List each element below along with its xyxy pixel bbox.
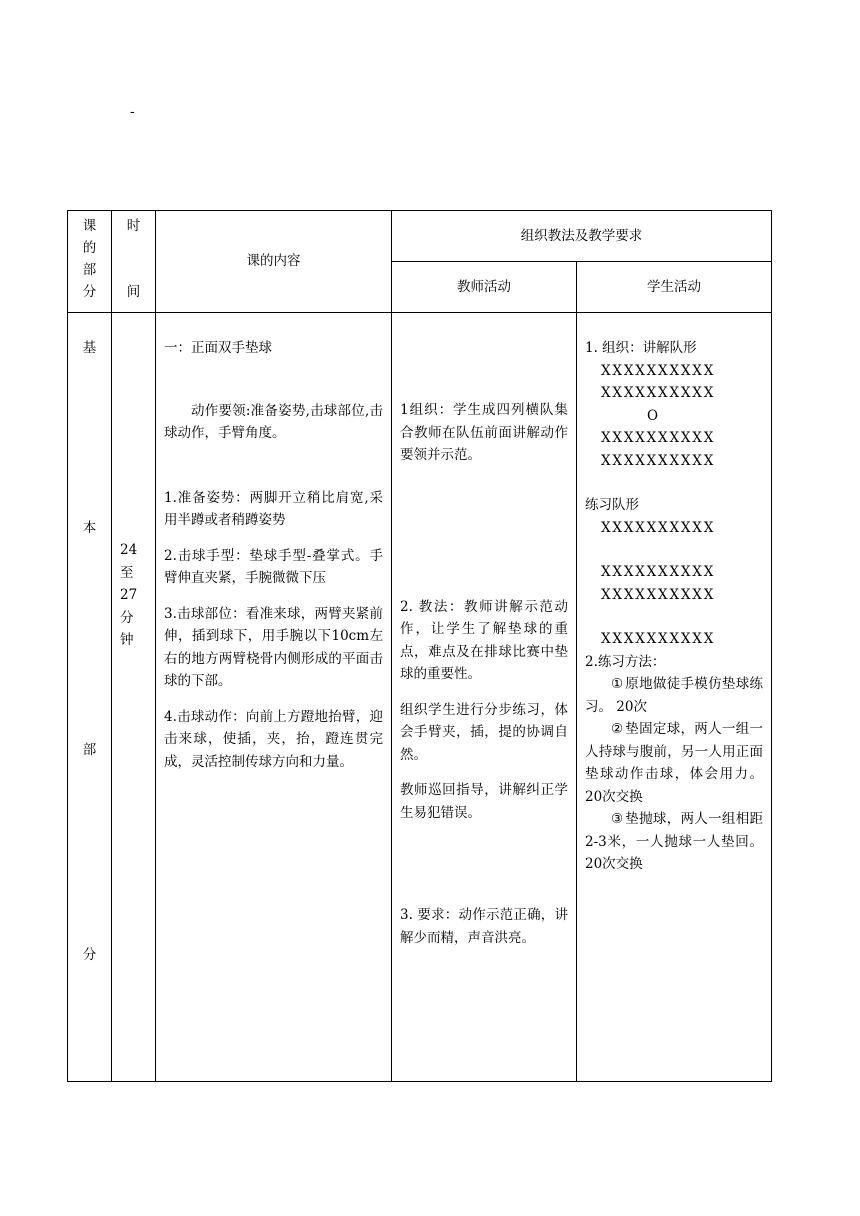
formation-row: XXXXXXXXXX bbox=[601, 631, 716, 647]
content-point-3: 3.击球部位：看准来球，两臂夹紧前伸，插到球下，用手腕以下10cm左右的地方两臂桡骨内侧形成的平面击球的下部。 bbox=[164, 605, 383, 689]
student-method-title: 2.练习方法： bbox=[585, 653, 666, 670]
formation-row: XXXXXXXXXX bbox=[601, 430, 716, 446]
header-time-top: 时 bbox=[126, 218, 141, 234]
content-title: 一：正面双手垫球 bbox=[164, 340, 272, 356]
formation-row: XXXXXXXXXX bbox=[601, 519, 716, 536]
time-char: 分 bbox=[120, 609, 134, 626]
content-point-4: 4.击球动作：向前上方蹬地抬臂，迎击来球，使插，夹，抬，蹬连贯完成，灵活控制传球方向和力量。 bbox=[164, 708, 383, 770]
formation-row: XXXXXXXXXX bbox=[601, 564, 716, 580]
header-content: 课的内容 bbox=[156, 211, 392, 313]
time-char: 钟 bbox=[120, 632, 134, 648]
content-point-1: 1.准备姿势：两脚开立稍比肩宽,采用半蹲或者稍蹲姿势 bbox=[164, 489, 383, 528]
lesson-plan-table bbox=[67, 210, 772, 1082]
method-2 bbox=[585, 718, 763, 808]
teacher-practice: 组织学生进行分步练习，体会手臂夹，插，提的协调自然。 bbox=[400, 701, 568, 763]
method-2-number: ② bbox=[610, 721, 624, 737]
header-part-char: 的 bbox=[82, 240, 97, 256]
header-time-bottom: 间 bbox=[126, 284, 141, 300]
student-column bbox=[577, 313, 772, 1082]
teacher-column bbox=[392, 313, 577, 1082]
time-char: 24 bbox=[120, 542, 138, 558]
page-mark: - bbox=[130, 104, 135, 120]
part-column bbox=[68, 313, 112, 1082]
time-char: 至 bbox=[120, 564, 134, 581]
method-1 bbox=[585, 673, 763, 718]
header-part bbox=[68, 211, 112, 313]
header-teacher: 教师活动 bbox=[392, 262, 577, 313]
header-student: 学生活动 bbox=[577, 262, 772, 313]
method-2-text: 垫固定球，两人一组一人持球与腹前，另一人用正面垫球动作击球，体会用力。 20次交换 bbox=[585, 721, 763, 805]
part-char: 本 bbox=[82, 520, 97, 536]
formation-row: XXXXXXXXXX bbox=[601, 452, 716, 469]
teacher-requirement: 3. 要求：动作示范正确，讲解少而精，声音洪亮。 bbox=[400, 907, 568, 946]
method-3-number: ③ bbox=[610, 811, 624, 827]
student-org-title: 1. 组织：讲解队形 bbox=[585, 340, 697, 356]
formation-row: XXXXXXXXXX bbox=[601, 586, 716, 603]
time-column bbox=[112, 313, 156, 1082]
time-char: 27 bbox=[120, 587, 138, 603]
method-3 bbox=[585, 808, 763, 876]
content-essentials: 动作要领:准备姿势,击球部位,击球动作，手臂角度。 bbox=[164, 402, 383, 441]
header-part-char: 分 bbox=[82, 284, 97, 300]
teacher-position-mark: O bbox=[647, 407, 660, 424]
part-char: 部 bbox=[82, 742, 97, 758]
teacher-org: 1组织：学生成四列横队集合教师在队伍前面讲解动作要领并示范。 bbox=[400, 402, 568, 463]
part-char: 分 bbox=[82, 947, 97, 963]
formation-row: XXXXXXXXXX bbox=[601, 385, 716, 401]
teacher-method: 2. 教法：教师讲解示范动作，让学生了解垫球的重点，难点及在排球比赛中垫球的重要性。 bbox=[400, 598, 568, 682]
teacher-guidance: 教师巡回指导，讲解纠正学生易犯错误。 bbox=[400, 782, 568, 821]
header-part-char: 部 bbox=[82, 262, 97, 278]
header-part-char: 课 bbox=[82, 218, 97, 234]
content-point-2: 2.击球手型：垫球手型-叠掌式。手臂伸直夹紧，手腕微微下压 bbox=[164, 547, 383, 586]
header-org: 组织教法及教学要求 bbox=[392, 211, 772, 262]
content-column bbox=[156, 313, 392, 1082]
header-time bbox=[112, 211, 156, 313]
student-practice-title: 练习队形 bbox=[585, 497, 639, 513]
method-1-number: ① bbox=[610, 676, 624, 692]
method-3-text: 垫抛球，两人一组相距2-3米，一人抛球一人垫回。 20次交换 bbox=[585, 811, 763, 872]
part-char: 基 bbox=[82, 340, 97, 356]
method-1-text: 原地做徒手模仿垫球练习。 20次 bbox=[585, 676, 763, 715]
formation-row: XXXXXXXXXX bbox=[601, 362, 716, 379]
